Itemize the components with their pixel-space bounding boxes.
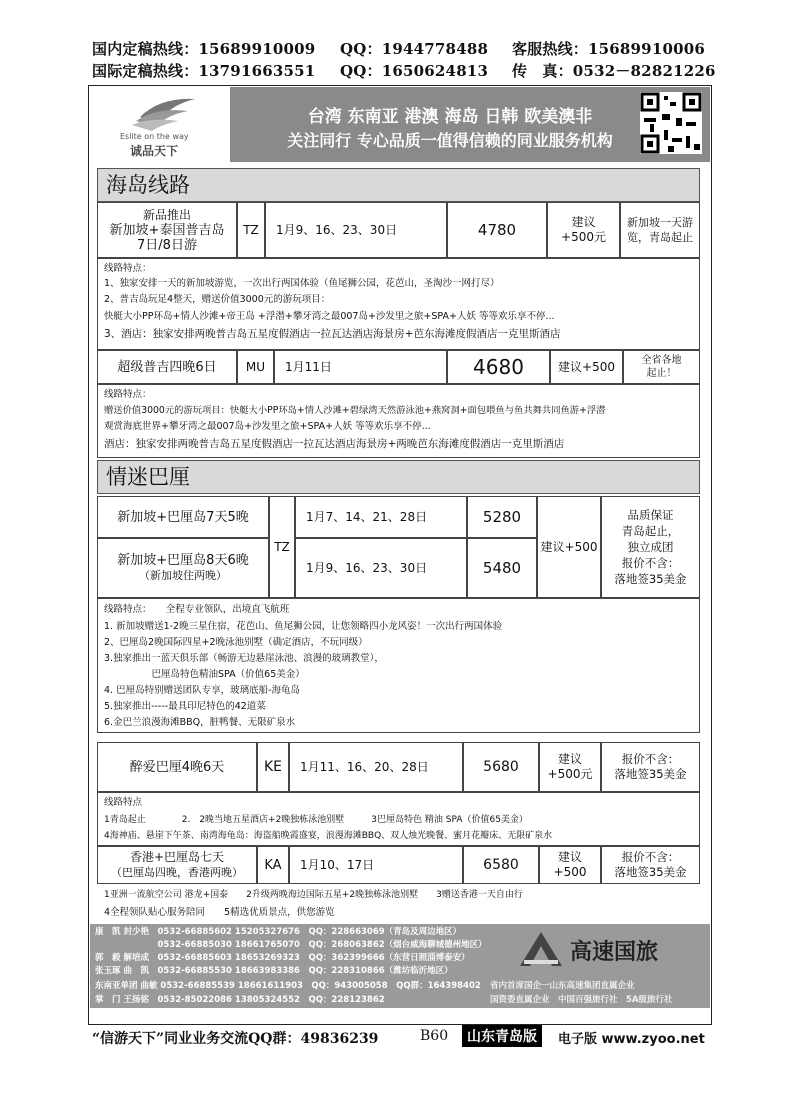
intl-hotline: 国际定稿热线：13791663551: [92, 62, 316, 80]
tour2-feature-3: 酒店：独家安排两晚普吉岛五星度假酒店一拉瓦达酒店海景房+两晚芭东海滩度假酒店一克里斯酒店: [104, 438, 565, 450]
contact-line-4: 东南亚单团 曲敏 0532-66885539 18661611903 QQ：943005058 QQ群：164398402: [95, 981, 481, 991]
fax-number: 传 真：0532－82821226: [512, 62, 716, 80]
brand-tagline: Eslite on the way: [120, 132, 189, 141]
tour4-suggest: [539, 742, 601, 792]
tour1-note: [620, 202, 700, 258]
tour1-note-line2: 览，青岛起止: [627, 231, 693, 244]
footer-page-number: B60: [420, 1028, 449, 1044]
domestic-qq: QQ：1944778488: [340, 40, 489, 58]
partner-logo-icon: [518, 930, 564, 970]
tour3-price-b: 5480: [467, 538, 537, 598]
tour3-name-b-sub: （新加坡住两晚）: [139, 569, 227, 582]
tour1-dates: 1月9、16、23、30日: [265, 202, 447, 258]
tour2-name: 超级普吉四晚6日: [97, 350, 237, 384]
intl-qq: QQ：1650624813: [340, 62, 489, 80]
tour2-airline: MU: [237, 350, 274, 384]
domestic-hotline: 国内定稿热线：15689910009: [92, 40, 316, 58]
tour5-airline: KA: [257, 846, 289, 884]
section-bali: 情迷巴厘: [97, 460, 700, 494]
tour3-name-b-cell: [97, 538, 269, 598]
tour3-note-line3: 独立成团: [627, 540, 674, 554]
tour3-note: [601, 496, 700, 598]
tour4-suggest-value: +500元: [547, 767, 593, 781]
contact-line-5: 掌 门 王扬铭 0532-85022086 13805324552 QQ：228123862: [95, 995, 385, 1005]
banner-slogan: 关注同行 专心品质一值得信赖的同业服务机构: [287, 131, 613, 150]
tour4-suggest-label: 建议: [557, 752, 582, 766]
tour5-dates: 1月10、17日: [289, 846, 463, 884]
tour2-feature-2: 观赏海底世界+攀牙湾之最007岛+沙发里之旅+SPA+人妖 等等欢乐享不停...: [104, 421, 431, 432]
tour4-note-line2: 落地签35美金: [614, 767, 687, 781]
tour1-airline: TZ: [237, 202, 265, 258]
tour1-feature-0: 线路特点：: [104, 263, 152, 274]
brand-logo-box: [90, 87, 230, 162]
tour1-duration: 7日/8日游: [137, 237, 197, 253]
contact-line-0: 康 凯 封少艳 0532-66885602 15205327676 QQ：228663069（青岛及周边地区）: [95, 927, 462, 937]
tour2-note: [623, 350, 700, 384]
tour5-price: 6580: [463, 846, 539, 884]
tour2-feature-0: 线路特点：: [104, 389, 152, 400]
footer-eversion: 电子版 www.zyoo.net: [558, 1032, 705, 1047]
contact-line-1: 0532-66885030 18661765070 QQ：268063862（烟台威海聊城德州地区）: [95, 940, 487, 950]
tour1-feature-4: 3、酒店：独家安排两晚普吉岛五星度假酒店一拉瓦达酒店海景房+芭东海滩度假酒店一克里斯酒店: [104, 328, 561, 340]
tour3-feature-6: 6.金巴兰浪漫海滩BBQ，脏鸭餐、无限矿泉水: [104, 717, 296, 728]
tour5-note-line1: 报价不含：: [621, 850, 680, 864]
tour1-feature-2: 2、普吉岛玩足4整天，赠送价值3000元的游玩项目：: [104, 294, 331, 305]
tour2-price: 4680: [447, 350, 550, 384]
tour3-feature-3: 巴厘岛特色精油SPA（价值65美金）: [104, 669, 305, 680]
tour1-feature-1: 1、独家安排一天的新加坡游览，一次出行两国体验（鱼尾狮公园，花芭山，圣淘沙一网打尽）: [104, 278, 500, 289]
tour2-feature-1: 赠送价值3000元的游玩项目：快艇大小PP环岛+情人沙滩+碧绿湾天然游泳池+燕窝洞+面包喂鱼与鱼共舞共同鱼游+浮潜: [104, 405, 606, 416]
tour1-note-line1: 新加坡一天游: [627, 216, 693, 229]
tour1-suggest: [547, 202, 620, 258]
tour1-feature-3: 快艇大小PP环岛+情人沙滩+帝王岛 +浮潜+攀牙湾之最007岛+沙发里之旅+SPA+人妖 等等欢乐享不停...: [104, 311, 555, 322]
tour3-feature-5: 5.独家推出-----最具印尼特色的42道菜: [104, 701, 266, 712]
tour1-new-tag: 新品推出: [142, 207, 191, 222]
tour4-note-line1: 报价不含：: [621, 752, 680, 766]
tour3-suggest: 建议+500: [537, 496, 601, 598]
service-hotline: 客服热线：15689910006: [512, 40, 706, 58]
tour5-name-sub: （巴厘岛四晚，香港两晚）: [111, 866, 243, 879]
banner-destinations: 台湾 东南亚 港澳 海岛 日韩 欧美澳非: [307, 107, 593, 127]
partner-line2: 国资委直属企业 中国百强旅行社 5A级旅行社: [490, 995, 673, 1005]
tour4-price: 5680: [463, 742, 539, 792]
tour2-dates: 1月11日: [274, 350, 447, 384]
partner-line1: 省内首席国企一山东高速集团直属企业: [490, 981, 635, 991]
tour5-note-line2: 落地签35美金: [614, 865, 687, 879]
tour5-name-cell: [97, 846, 257, 884]
tour3-feature-2: 3.独家推出一蓝天俱乐部（畅游无边悬崖泳池、浪漫的玻璃教堂），: [104, 653, 384, 664]
footer-qq-group: “信游天下”同业业务交流QQ群：49836239: [92, 1031, 379, 1047]
contact-line-2: 郭 毅 解培成 0532-66885603 18653269323 QQ：362399666（东营日照淄博泰安）: [95, 953, 470, 963]
tour1-suggest-label: 建议: [571, 215, 596, 229]
tour3-airline: TZ: [269, 496, 295, 598]
tour3-note-line4: 报价不含：: [621, 556, 680, 570]
tour5-suggest-label: 建议: [557, 850, 582, 864]
section-island-routes: 海岛线路: [97, 168, 700, 202]
tour3-note-line2: 青岛起止，: [621, 524, 680, 538]
tour4-dates: 1月11、16、20、28日: [289, 742, 463, 792]
tour3-dates-b: 1月9、16、23、30日: [295, 538, 467, 598]
tour3-features-title: 线路特点： 全程专业领队，出境直飞航班: [104, 604, 290, 615]
tour4-airline: KE: [257, 742, 289, 792]
brand-name: 诚品天下: [130, 144, 179, 158]
tour4-note: [601, 742, 700, 792]
tour3-name-a: 新加坡+巴厘岛7天5晚: [97, 496, 269, 538]
tour4-feature-2: 4海神庙、悬崖下午茶、南湾海龟岛：海盗船晚霞盛宴，浪漫海滩BBQ、双人烛光晚餐、蜜月花瓣床、无限矿泉水: [104, 831, 553, 841]
tour5-suggest: [539, 846, 601, 884]
tour1-name: 新加坡+泰国普吉岛: [109, 222, 225, 238]
tour3-feature-4: 4. 巴厘岛特别赠送团队专享，玻璃底船-海龟岛: [104, 685, 301, 696]
tour2-note-line2: 起止！: [646, 368, 677, 379]
qr-code-icon: [640, 92, 702, 154]
tour1-price: 4780: [447, 202, 547, 258]
partner-name: 高速国旅: [570, 940, 659, 965]
qr-code: [640, 92, 702, 154]
tour2-suggest: 建议+500: [550, 350, 623, 384]
tour2-note-line1: 全省各地: [641, 355, 682, 366]
footer-edition: 山东青岛版: [462, 1025, 542, 1047]
tour3-dates-a: 1月7、14、21、28日: [295, 496, 467, 538]
contact-line-3: 张玉琢 曲 凯 0532-66885530 18663983386 QQ：228310866（潍坊临沂地区）: [95, 966, 453, 976]
tour1-name-cell: [97, 202, 237, 258]
tour4-feature-0: 线路特点: [104, 797, 143, 808]
tour5-feature-1: 4全程领队贴心服务陪同 5精选优质景点，供您游览: [104, 907, 335, 918]
tour4-name: 醉爱巴厘4晚6天: [97, 742, 257, 792]
tour5-feature-0: 1亚洲一流航空公司 港龙+国泰 2升级两晚海边国际五星+2晚独栋泳池别墅 3赠送香港一天自由行: [104, 890, 523, 900]
tour5-name: 香港+巴厘岛七天: [129, 850, 225, 864]
tour3-price-a: 5280: [467, 496, 537, 538]
tour5-note: [601, 846, 700, 884]
tour4-feature-1: 1青岛起止 2. 2晚当地五星酒店+2晚独栋泳池别墅 3巴厘岛特色 精油 SPA（价值65美金）: [104, 815, 528, 825]
tour3-note-line1: 品质保证: [627, 508, 674, 522]
tour3-name-b: 新加坡+巴厘岛8天6晚: [117, 553, 249, 568]
tour3-feature-0: 1. 新加坡赠送1-2晚三星住宿，花芭山、鱼尾狮公园，让您领略四小龙风姿！一次出行两国体验: [104, 621, 503, 632]
tour3-note-line5: 落地签35美金: [614, 572, 687, 586]
tour1-suggest-value: +500元: [561, 230, 606, 244]
tour5-suggest-value: +500: [553, 865, 587, 879]
tour3-feature-1: 2、巴厘岛2晚国际四星+2晚泳池别墅（确定酒店，不玩同级）: [104, 637, 368, 648]
